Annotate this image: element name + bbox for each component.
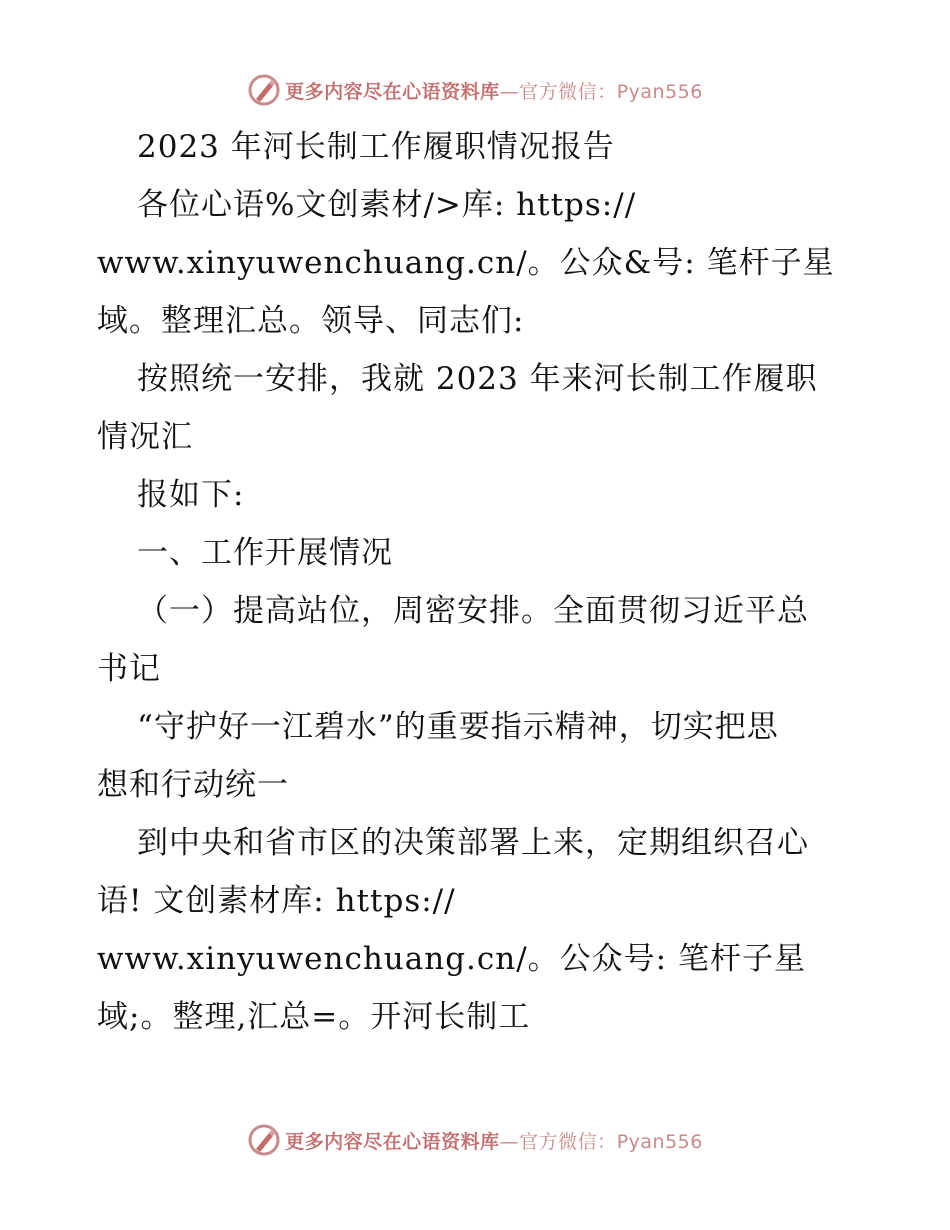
- text-line: “守护好一江碧水”的重要指示精神，切实把思: [137, 709, 779, 745]
- text-line: 报如下:: [137, 477, 245, 513]
- text-line: 到中央和省市区的决策部署上来，定期组织召心: [137, 825, 809, 861]
- watermark-main: 更多内容尽在心语资料库: [285, 1130, 500, 1153]
- text-line: www.xinyuwenchuang.cn/。公众号: 笔杆子星: [97, 941, 806, 977]
- text-line: www.xinyuwenchuang.cn/。公众&号: 笔杆子星: [97, 245, 835, 281]
- watermark-wechat: 官方微信：: [519, 1130, 617, 1153]
- text-line: 情况汇: [97, 419, 193, 455]
- pen-logo-icon: [247, 1123, 281, 1157]
- pen-logo-icon: [247, 73, 281, 107]
- watermark-text: [285, 77, 703, 104]
- watermark-main: 更多内容尽在心语资料库: [285, 80, 500, 103]
- document-title: 2023 年河长制工作履职情况报告: [137, 129, 615, 165]
- text-line: 按照统一安排，我就 2023 年来河长制工作履职: [137, 361, 818, 397]
- watermark-dash: —: [499, 80, 520, 103]
- watermark-dash: —: [499, 1130, 520, 1153]
- watermark-account: Pyan556: [616, 80, 703, 103]
- text-line: （一）提高站位，周密安排。全面贯彻习近平总: [137, 593, 809, 629]
- text-line: 书记: [97, 651, 161, 687]
- watermark-account: Pyan556: [616, 1130, 703, 1153]
- text-line: 想和行动统一: [97, 767, 289, 803]
- watermark-wechat: 官方微信：: [519, 80, 617, 103]
- section-heading: 一、工作开展情况: [137, 535, 393, 571]
- watermark-footer: [0, 1120, 950, 1160]
- text-line: 语! 文创素材库: https://: [97, 883, 456, 919]
- text-line: 域。整理汇总。领导、同志们:: [97, 303, 525, 339]
- text-line: 域;。整理,汇总=。开河长制工: [97, 999, 531, 1035]
- watermark-text: [285, 1127, 703, 1154]
- text-line: 各位心语%文创素材/>库: https://: [137, 187, 637, 223]
- watermark-header: [0, 70, 950, 110]
